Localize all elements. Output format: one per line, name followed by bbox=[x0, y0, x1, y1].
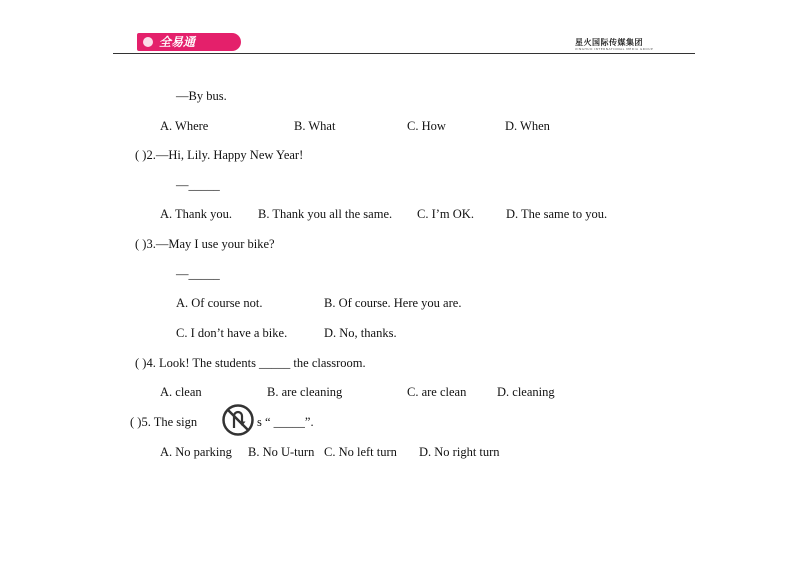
q4-stem: ( )4. Look! The students _____ the classroom. bbox=[135, 356, 366, 370]
publisher-subtitle: XINGHUO INTERNATIONAL MEDIA GROUP bbox=[575, 47, 654, 51]
q1-option-a: A. Where bbox=[160, 119, 209, 133]
q4-option-a: A. clean bbox=[160, 385, 202, 399]
q2-option-b: B. Thank you all the same. bbox=[258, 207, 393, 221]
header-divider bbox=[113, 53, 695, 54]
q1-answer-line: —By bus. bbox=[176, 89, 227, 103]
logo-text: 全易通 bbox=[159, 35, 196, 49]
q3-blank: —_____ bbox=[176, 267, 220, 281]
no-u-turn-sign-icon bbox=[221, 403, 255, 437]
brand-logo bbox=[137, 33, 241, 51]
logo-swirl-icon bbox=[143, 37, 153, 47]
publisher-name: 星火国际传媒集团 bbox=[575, 38, 643, 47]
q5-stem-end: s “ _____”. bbox=[257, 415, 314, 429]
q5-option-d: D. No right turn bbox=[419, 445, 500, 459]
q4-option-d: D. cleaning bbox=[497, 385, 555, 399]
q3-option-d: D. No, thanks. bbox=[324, 326, 397, 340]
q1-option-b: B. What bbox=[294, 119, 336, 133]
q4-option-c: C. are clean bbox=[407, 385, 467, 399]
q3-option-a: A. Of course not. bbox=[176, 296, 263, 310]
q3-stem: ( )3.—May I use your bike? bbox=[135, 237, 275, 251]
q2-stem: ( )2.—Hi, Lily. Happy New Year! bbox=[135, 148, 304, 162]
q5-option-a: A. No parking bbox=[160, 445, 232, 459]
q5-option-b: B. No U-turn bbox=[248, 445, 315, 459]
q1-option-d: D. When bbox=[505, 119, 550, 133]
q2-option-c: C. I’m OK. bbox=[417, 207, 474, 221]
q2-blank: —_____ bbox=[176, 178, 220, 192]
q3-option-c: C. I don’t have a bike. bbox=[176, 326, 288, 340]
q2-option-a: A. Thank you. bbox=[160, 207, 232, 221]
q3-option-b: B. Of course. Here you are. bbox=[324, 296, 462, 310]
q5-option-c: C. No left turn bbox=[324, 445, 397, 459]
q2-option-d: D. The same to you. bbox=[506, 207, 608, 221]
q4-option-b: B. are cleaning bbox=[267, 385, 343, 399]
q1-option-c: C. How bbox=[407, 119, 446, 133]
q5-stem-start: ( )5. The sign bbox=[130, 415, 198, 429]
